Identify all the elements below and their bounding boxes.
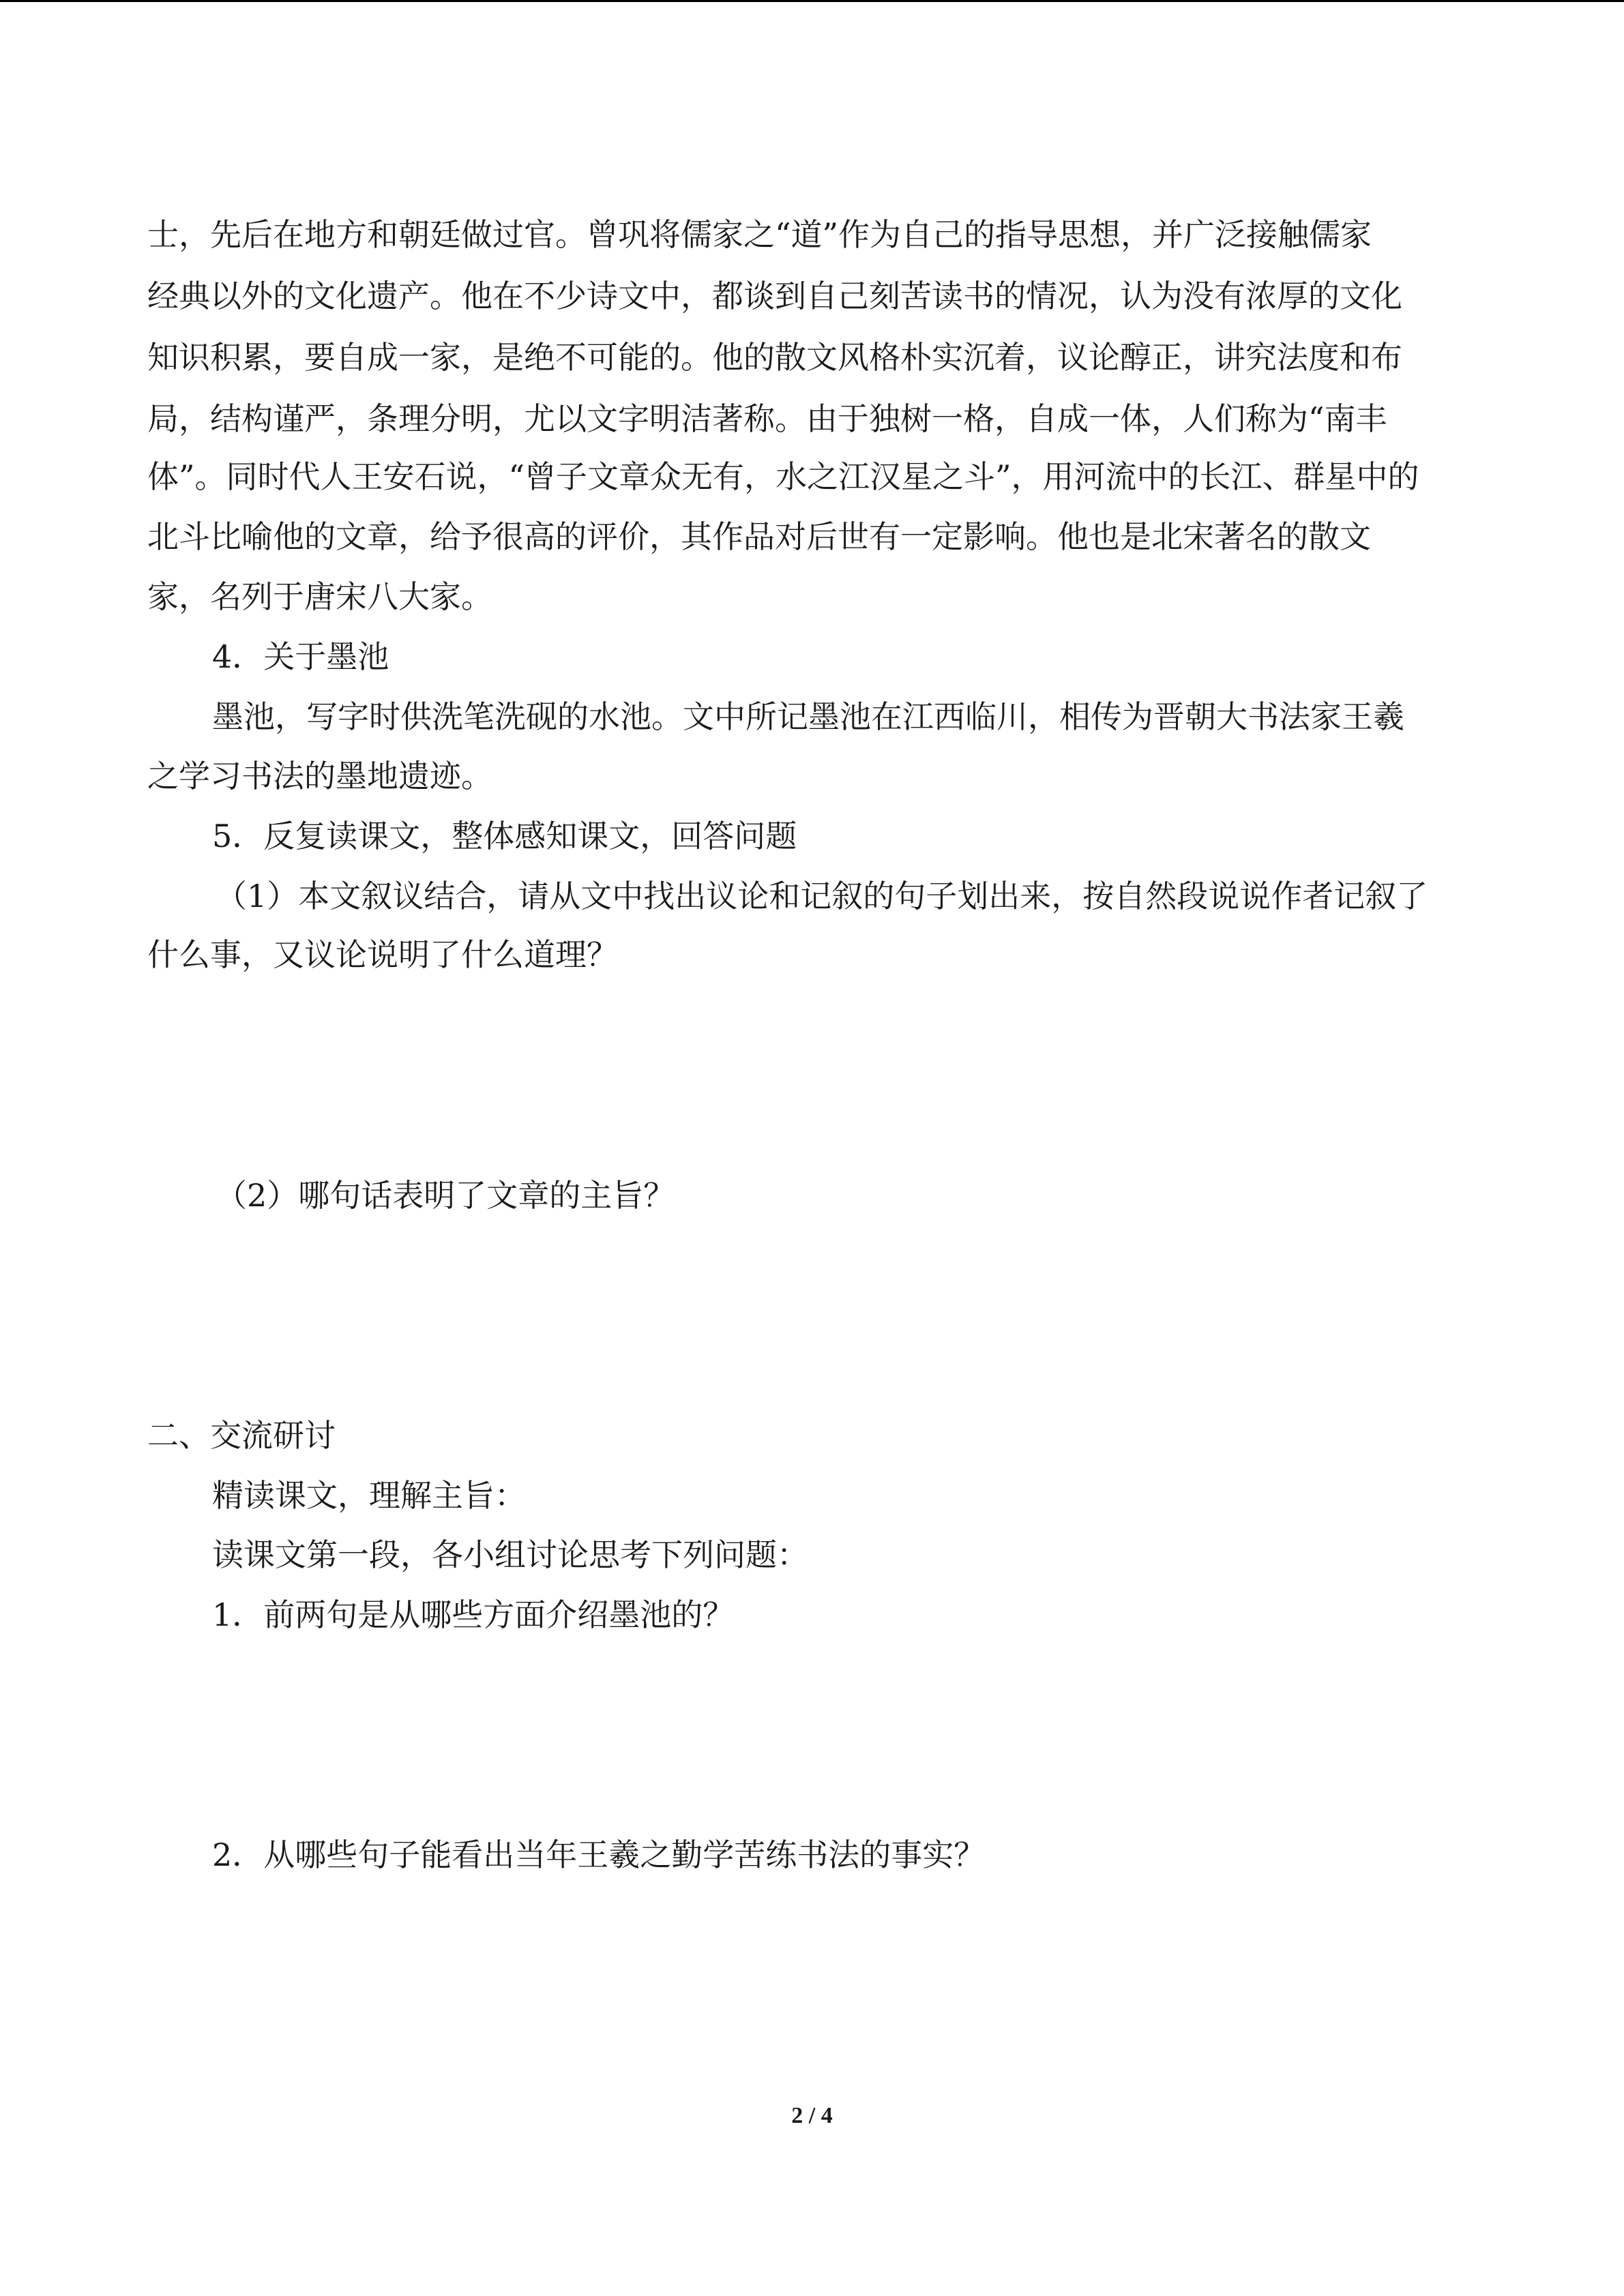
section-4-heading: 4．关于墨池	[212, 638, 389, 675]
part-2-heading: 二、交流研讨	[147, 1417, 336, 1454]
paragraph-line: 家，名列于唐宋八大家。	[147, 578, 492, 615]
section-4-body-line: 之学习书法的墨地遗迹。	[147, 758, 492, 794]
paragraph-line: 体”。同时代人王安石说，“曾子文章众无有，水之江汉星之斗”，用河流中的长江、群星中的	[147, 458, 1419, 495]
paragraph-line: 知识积累，要自成一家，是绝不可能的。他的散文风格朴实沉着，议论醇正，讲究法度和布	[147, 339, 1402, 376]
paragraph-line: 局，结构谨严，条理分明，尤以文字明洁著称。由于独树一格，自成一体，人们称为“南丰	[147, 400, 1387, 437]
section-5-question-1: （1）本文叙议结合，请从文中找出议论和记叙的句子划出来，按自然段说说作者记叙了	[216, 878, 1428, 914]
part-2-line-2: 读课文第一段，各小组讨论思考下列问题：	[212, 1536, 808, 1573]
section-5-heading: 5．反复读课文，整体感知课文，回答问题	[212, 818, 797, 854]
top-border	[0, 0, 1624, 2]
section-5-question-1-cont: 什么事，又议论说明了什么道理？	[147, 936, 618, 973]
paragraph-line: 经典以外的文化遗产。他在不少诗文中，都谈到自己刻苦读书的情况，认为没有浓厚的文化	[147, 278, 1402, 314]
part-2-question-2: 2．从哪些句子能看出当年王羲之勤学苦练书法的事实？	[212, 1836, 986, 1873]
paragraph-line: 北斗比喻他的文章，给予很高的评价，其作品对后世有一定影响。他也是北宋著名的散文	[147, 518, 1371, 555]
part-2-line-1: 精读课文，理解主旨：	[212, 1477, 526, 1514]
part-2-question-1: 1．前两句是从哪些方面介绍墨池的？	[212, 1596, 735, 1633]
paragraph-line: 士，先后在地方和朝廷做过官。曾巩将儒家之“道”作为自己的指导思想，并广泛接触儒家	[147, 216, 1372, 253]
section-4-body-line: 墨池，写字时供洗笔洗砚的水池。文中所记墨池在江西临川，相传为晋朝大书法家王羲	[212, 698, 1404, 735]
page-number: 2 / 4	[791, 2103, 833, 2128]
section-5-question-2: （2）哪句话表明了文章的主旨？	[216, 1177, 675, 1214]
